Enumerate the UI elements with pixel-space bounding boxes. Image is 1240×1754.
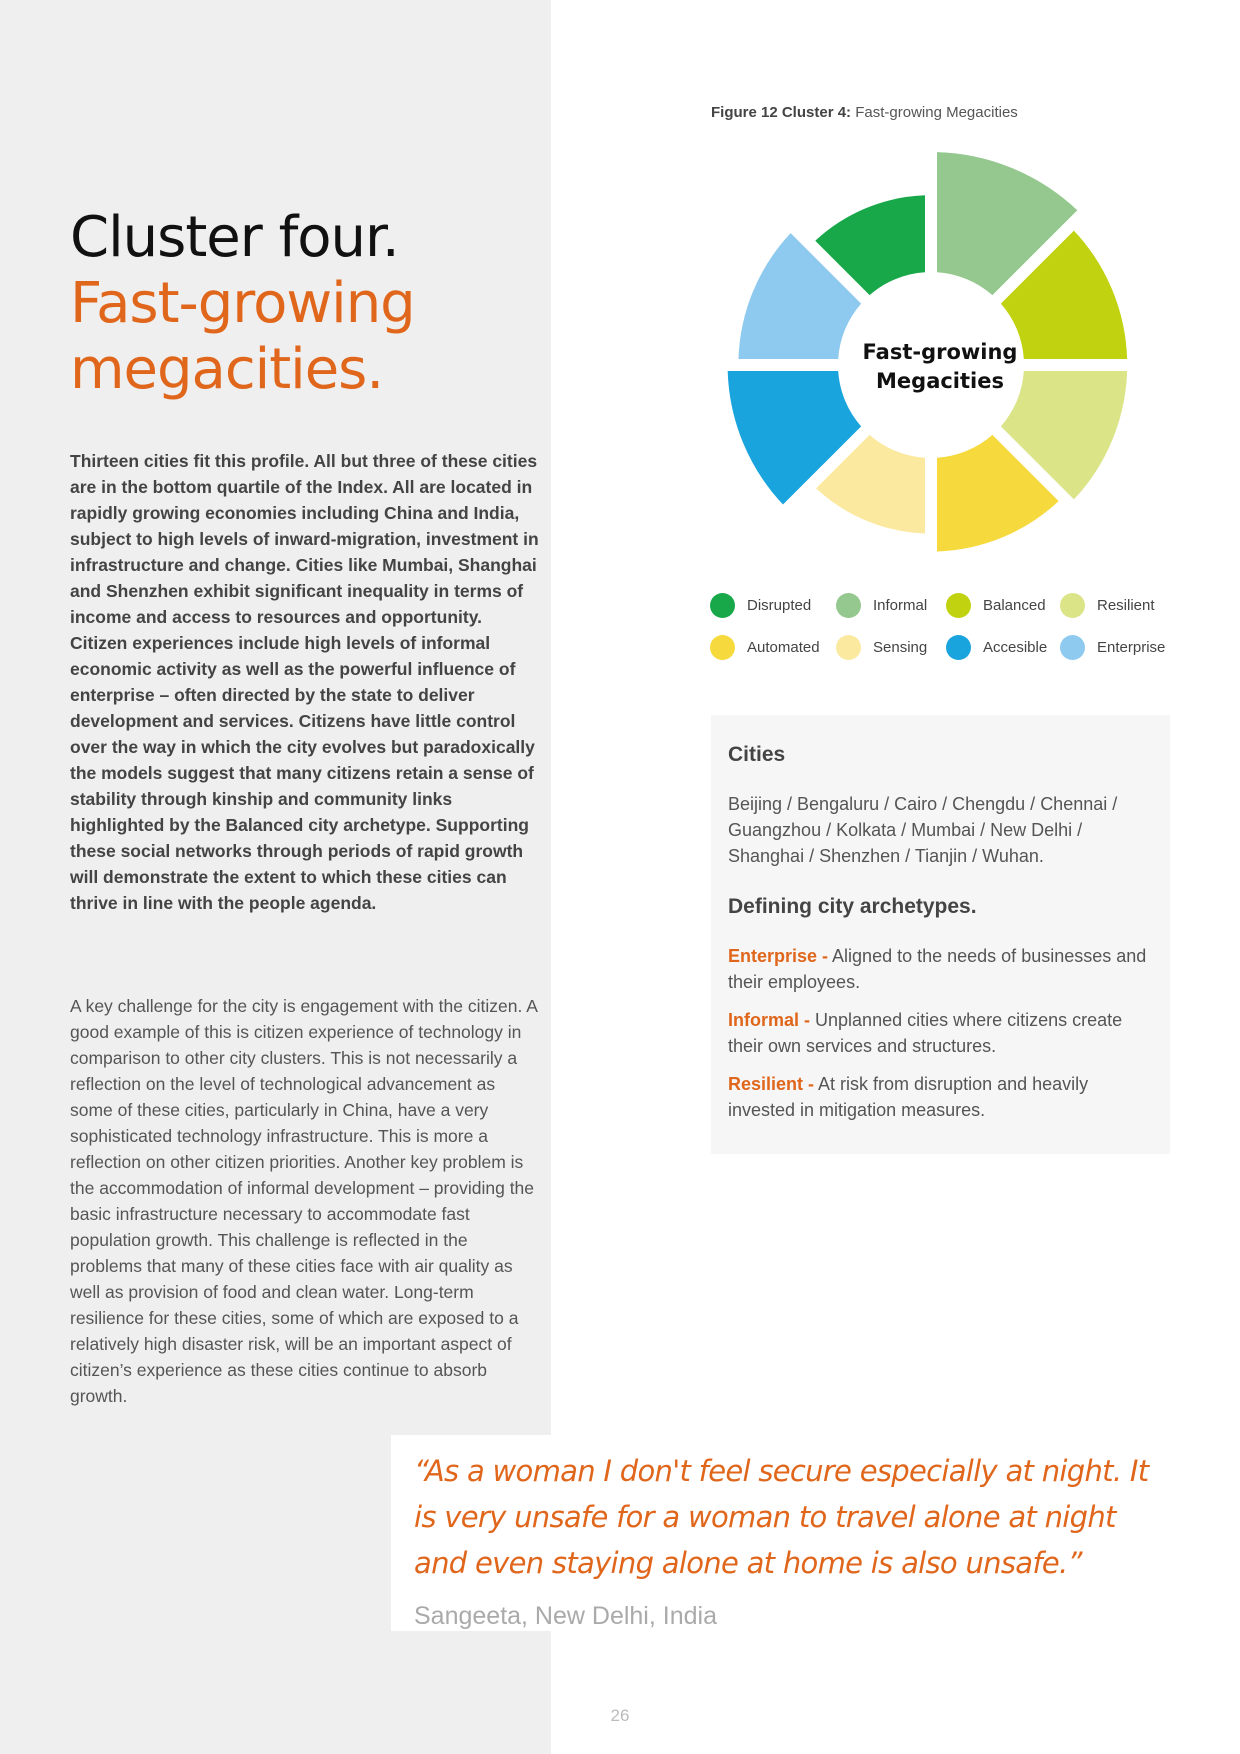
legend-item-automated	[710, 634, 836, 661]
intro-paragraph: Thirteen cities fit this profile. All but three of these cities are in the bottom quartile of the Index. All are located in rapidly growing economies including China and India, subject to high levels of inward-migration, investment in infrastructure and change. Cities like Mumbai, Shanghai and Shenzhen exhibit significant inequality in terms of income and access to resources and opportunity. Citizen experiences include high levels of informal economic activity as well as the powerful influence of enterprise – often directed by the state to deliver development and services. Citizens have little control over the way in which the city evolves but paradoxically the models suggest that many citizens retain a sense of stability through kinship and community links highlighted by the Balanced city archetype. Supporting these social networks through periods of rapid growth will demonstrate the extent to which these cities can thrive in line with the people agenda.	[70, 451, 539, 913]
archetype-term: Enterprise -	[728, 946, 829, 966]
cities-list: Beijing / Bengaluru / Cairo / Chengdu / Chennai / Guangzhou / Kolkata / Mumbai / New Delhi / Shanghai / Shenzhen / Tianjin / Wuhan.	[728, 794, 1118, 866]
legend-swatch	[710, 635, 735, 660]
archetype-item	[728, 943, 1152, 995]
legend-swatch	[1060, 593, 1085, 618]
legend-item-enterprise	[1060, 634, 1180, 661]
legend-label: Accesible	[983, 639, 1048, 656]
legend-label: Sensing	[873, 639, 928, 656]
chart-legend	[710, 592, 1180, 661]
heading-line-2: Fast-growing	[70, 271, 415, 336]
cities-title: Cities	[728, 743, 786, 766]
page-heading	[70, 205, 415, 403]
legend-swatch	[1060, 635, 1085, 660]
archetype-term: Informal -	[728, 1010, 811, 1030]
legend-swatch	[836, 593, 861, 618]
chart-center-line-2: Megacities	[876, 369, 1004, 393]
figure-caption	[711, 104, 1018, 121]
legend-label: Disrupted	[747, 597, 812, 614]
figure-caption-label: Figure 12 Cluster 4:	[711, 104, 852, 121]
legend-item-balanced	[946, 592, 1060, 619]
figure-caption-title: Fast-growing Megacities	[855, 104, 1018, 121]
quote-author: Sangeeta, New Delhi, India	[414, 1602, 717, 1630]
legend-item-disrupted	[710, 592, 836, 619]
legend-swatch	[710, 593, 735, 618]
legend-label: Resilient	[1097, 597, 1155, 614]
legend-label: Enterprise	[1097, 639, 1166, 656]
archetypes-title: Defining city archetypes.	[728, 895, 977, 918]
legend-item-sensing	[836, 634, 946, 661]
quote-box	[391, 1435, 1171, 1631]
legend-item-informal	[836, 592, 946, 619]
archetype-term: Resilient -	[728, 1074, 815, 1094]
archetype-item	[728, 1007, 1152, 1059]
chart-center-line-1: Fast-growing	[862, 340, 1018, 364]
legend-label: Informal	[873, 597, 928, 614]
heading-line-1: Cluster four.	[70, 205, 399, 270]
archetype-item	[728, 1071, 1152, 1123]
legend-item-resilient	[1060, 592, 1180, 619]
page-number: 26	[610, 1706, 630, 1725]
quote-text: “As a woman I don't feel secure especially at night. It is very unsafe for a woman to travel alone at night and even staying alone at home is also unsafe.”	[414, 1454, 1149, 1580]
heading-line-3: megacities.	[70, 337, 384, 402]
legend-swatch	[946, 635, 971, 660]
archetype-description: At risk from disruption and heavily invested in mitigation measures.	[728, 1074, 1089, 1120]
body-paragraph: A key challenge for the city is engagement with the citizen. A good example of this is citizen experience of technology in comparison to other city clusters. This is not necessarily a reflection on the level of technological advancement as some of these cities, particularly in China, have a very sophisticated technology infrastructure. This is more a reflection on other citizen priorities. Another key problem is the accommodation of informal development – providing the basic infrastructure necessary to accommodate fast population growth. This challenge is reflected in the problems that many of these cities face with air quality as well as provision of food and clean water. Long-term resilience for these cities, some of which are exposed to a relatively high disaster risk, will be an important aspect of citizen’s experience as these cities continue to absorb growth.	[70, 996, 537, 1406]
archetype-description: Unplanned cities where citizens create their own services and structures.	[728, 1010, 1123, 1056]
legend-swatch	[946, 593, 971, 618]
legend-label: Balanced	[983, 597, 1046, 614]
chart-center-label	[830, 338, 1050, 396]
cities-box	[711, 715, 1170, 1154]
legend-item-accesible	[946, 634, 1060, 661]
legend-swatch	[836, 635, 861, 660]
legend-label: Automated	[747, 639, 820, 656]
archetype-description: Aligned to the needs of businesses and their employees.	[728, 946, 1147, 992]
